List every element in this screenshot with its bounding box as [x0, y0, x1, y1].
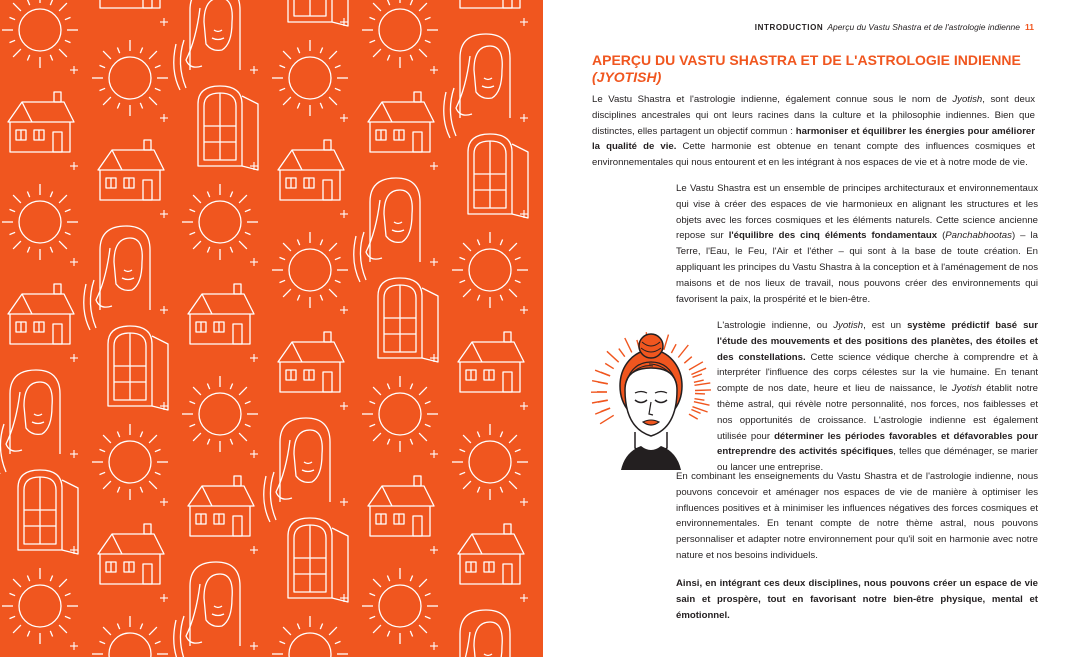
text-run: L'astrologie indienne, ou	[717, 320, 834, 331]
ray-line	[694, 402, 710, 406]
paragraph-vastu	[676, 181, 1038, 307]
sun-icon	[2, 0, 78, 68]
sparkle-icon	[70, 354, 78, 362]
sparkle-icon	[520, 114, 528, 122]
paragraph-combination: En combinant les enseignements du Vastu Shastra et de l'astrologie indienne, nous pouvons concevoir et aménager nos espaces de vie de manière à optimiser les influences positives et à minimiser les influences négatives des forces cosmiques et environnementales. En tenant compte de notre thème astral, nous pouvons personnaliser et adapter notre environnement pour qu'il soit en harmonie avec notre nature et nos besoins individuels.	[676, 471, 1038, 561]
sparkle-icon	[70, 642, 78, 650]
text-run: établit notre thème astral, qui révèle notre personnalité, nos forces, nos faiblesses et nos opportunités de croissance. L'astrologie indienne est également utilisée pour	[717, 383, 1038, 442]
ray-line	[664, 335, 669, 350]
text-run: , sont deux disciplines ancestrales qui ont leurs racines dans la culture et la philosophie indiennes. Bien que distinctes, elles partagent un objectif commun :	[592, 94, 1035, 137]
sparkle-icon	[520, 18, 528, 26]
sparkle-icon	[430, 162, 438, 170]
sparkle-icon	[250, 546, 258, 554]
ray-line	[691, 410, 700, 414]
sun-icon	[272, 232, 348, 308]
sun-icon	[362, 0, 438, 68]
sun-icon	[92, 40, 168, 116]
text-run-bold: système prédictif basé sur l'étude des mouvements et des positions des planètes, des étoiles et des constellations.	[717, 320, 1038, 363]
ray-line	[695, 383, 711, 385]
paragraph-conclusion: Ainsi, en intégrant ces deux disciplines, nous pouvons créer un espace de vie sain et prospère, tout en favorisant notre bien-être physique, mental et émotionnel.	[676, 578, 1038, 621]
ray-line	[592, 381, 608, 384]
pattern-motifs	[0, 0, 528, 657]
house-icon	[98, 524, 164, 584]
text-page	[543, 0, 1086, 657]
ray-line	[601, 408, 610, 412]
text-run: ) – la Terre, l'Eau, le Feu, l'Air et l'éther – qui sont à la base de toute création. En appliquant les principes du Vastu Shastra à la conception et à l'aménagement de nos maisons et de nos lieux de travail, nous pouvons créer des environnements qui favorisent la paix, la prospérité et le bien-être.	[676, 230, 1038, 305]
ray-line	[592, 400, 608, 403]
house-icon	[368, 476, 434, 536]
open-window-icon	[288, 0, 348, 26]
ray-line	[678, 345, 688, 358]
house-icon	[278, 332, 344, 392]
ray-line	[605, 363, 614, 368]
sun-icon	[2, 568, 78, 644]
ray-line	[607, 351, 619, 362]
sun-icon	[362, 376, 438, 452]
sparkle-icon	[250, 642, 258, 650]
woman-portrait-icon	[444, 610, 510, 657]
ray-line	[601, 372, 610, 376]
woman-portrait-icon	[264, 418, 330, 522]
sparkle-icon	[70, 162, 78, 170]
title-sub: (JYOTISH)	[592, 69, 662, 85]
ray-line	[689, 362, 703, 370]
text-run-italic: Jyotish	[952, 94, 983, 105]
sparkle-icon	[430, 450, 438, 458]
open-window-icon	[378, 278, 438, 362]
sparkle-icon	[520, 498, 528, 506]
sparkle-icon	[430, 546, 438, 554]
text-run-italic: Jyotish	[951, 383, 982, 395]
text-run-italic: Jyotish	[833, 320, 864, 331]
sun-icon	[452, 424, 528, 500]
sparkle-icon	[250, 450, 258, 458]
sparkle-icon	[340, 114, 348, 122]
text-run-bold: déterminer les périodes favorables et défavorables pour entreprendre des activités spécifiques	[717, 430, 1038, 458]
paragraph-jyotish	[717, 318, 1038, 476]
page-number: 11	[1025, 22, 1034, 32]
sparkle-icon	[520, 594, 528, 602]
sparkle-icon	[160, 18, 168, 26]
sparkle-icon	[250, 258, 258, 266]
house-icon	[8, 284, 74, 344]
woman-portrait-icon	[0, 370, 60, 474]
ray-line	[693, 374, 702, 377]
sparkle-icon	[430, 642, 438, 650]
sun-icon	[92, 424, 168, 500]
ray-line	[684, 357, 692, 364]
sparkle-icon	[340, 402, 348, 410]
sparkle-icon	[160, 210, 168, 218]
text-run: , telles que déménager, se marier ou lancer une entreprise.	[717, 446, 1039, 474]
house-icon	[188, 476, 254, 536]
paragraph-intro	[592, 92, 1035, 171]
ray-line	[600, 415, 614, 424]
sparkle-icon	[340, 498, 348, 506]
ray-line	[689, 414, 698, 419]
text-run: , est un	[863, 320, 908, 331]
sun-icon	[272, 616, 348, 657]
woman-face-icon	[591, 320, 711, 470]
title-main: APERÇU DU VASTU SHASTRA ET DE L'ASTROLOGIE INDIENNE	[592, 52, 1021, 68]
sparkle-icon	[70, 450, 78, 458]
sparkle-icon	[160, 594, 168, 602]
house-icon	[188, 284, 254, 344]
text-run-bold: l'équilibre des cinq éléments fondamentaux	[728, 230, 938, 242]
text-run: Le Vastu Shastra est un ensemble de principes architecturaux et environnementaux qui vise à créer des espaces de vie harmonieux en alignant les structures et les objets avec les forces cosmiques et les éléments naturels. Cette science ancienne repose sur	[676, 183, 1038, 242]
sparkle-icon	[520, 402, 528, 410]
sparkle-icon	[250, 354, 258, 362]
woman-portrait-icon	[84, 226, 150, 330]
sparkle-icon	[70, 66, 78, 74]
sun-icon	[2, 184, 78, 260]
sun-icon	[182, 376, 258, 452]
sun-icon	[182, 184, 258, 260]
house-icon	[458, 524, 524, 584]
house-icon	[98, 140, 164, 200]
page-title	[592, 52, 1042, 86]
ray-line	[695, 390, 711, 391]
text-run-bold: harmoniser et équilibrer les énergies pour améliorer la qualité de vie.	[592, 125, 1036, 153]
ray-line	[619, 349, 625, 357]
woman-portrait-icon	[174, 0, 240, 90]
open-window-icon	[288, 518, 348, 602]
house-icon	[368, 92, 434, 152]
woman-portrait-icon	[444, 34, 510, 138]
sparkle-icon	[160, 306, 168, 314]
ray-line	[694, 380, 704, 382]
text-run-italic: Panchabhootas	[945, 230, 1012, 242]
sun-icon	[272, 40, 348, 116]
meditating-woman-illustration	[591, 320, 711, 470]
sun-icon	[362, 568, 438, 644]
header-section: INTRODUCTION	[754, 23, 824, 32]
running-header	[755, 22, 1034, 32]
house-icon	[278, 140, 344, 200]
sparkle-icon	[340, 306, 348, 314]
sparkle-icon	[70, 258, 78, 266]
header-subtitle: Aperçu du Vastu Shastra et de l'astrologie indienne	[827, 22, 1020, 32]
ray-line	[671, 344, 676, 353]
text-run: Cette science védique cherche à comprendre et à interpréter l'influence des corps célestes sur la vie humaine. En tenant compte de nos date, heure et lieu de naissance, le	[717, 351, 1038, 395]
sparkle-icon	[430, 258, 438, 266]
ray-line	[691, 368, 706, 374]
text-run: Le Vastu Shastra et l'astrologie indienne, également connue sous le nom de	[592, 94, 953, 105]
woman-portrait-icon	[354, 178, 420, 282]
text-run: (	[937, 230, 946, 242]
sparkle-icon	[160, 114, 168, 122]
open-window-icon	[18, 470, 78, 554]
ray-line	[695, 399, 705, 401]
sparkle-icon	[520, 306, 528, 314]
open-window-icon	[198, 86, 258, 170]
ray-line	[625, 338, 632, 352]
house-icon	[458, 332, 524, 392]
sparkle-icon	[340, 210, 348, 218]
house-icon	[8, 92, 74, 152]
open-window-icon	[108, 326, 168, 410]
woman-portrait-icon	[174, 562, 240, 657]
sparkle-icon	[430, 66, 438, 74]
sparkle-icon	[160, 498, 168, 506]
text-run: Cette harmonie est obtenue en tenant compte des influences cosmiques et environnementales qui nous entourent et en les intégrant à nos espaces de vie et à notre mode de vie.	[592, 141, 1035, 169]
house-icon	[458, 0, 524, 8]
sun-icon	[452, 232, 528, 308]
open-window-icon	[468, 134, 528, 218]
house-icon	[98, 0, 164, 8]
sun-icon	[92, 616, 168, 657]
sparkle-icon	[250, 66, 258, 74]
